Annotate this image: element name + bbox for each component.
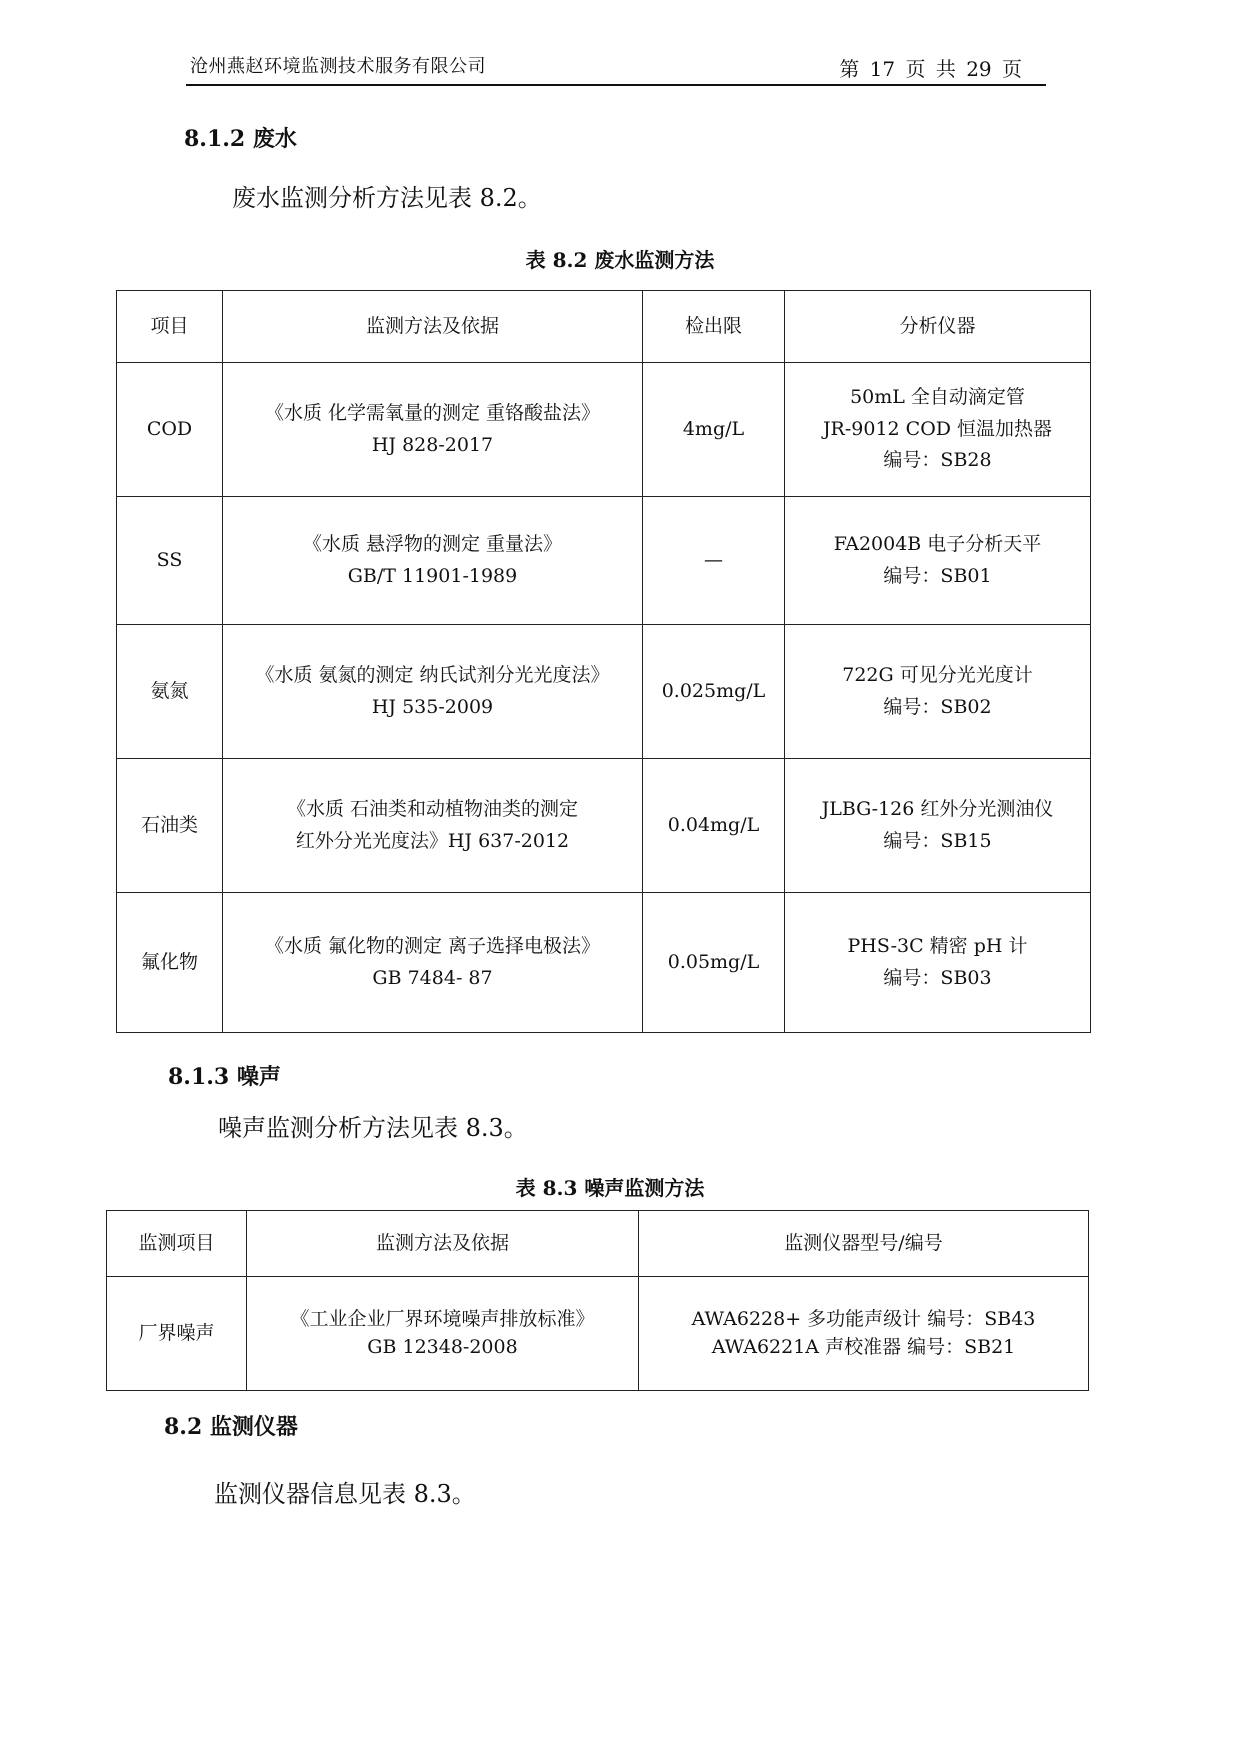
table-8-3-caption: 表 8.3 噪声监测方法 <box>515 1176 705 1200</box>
table-row <box>107 1277 1089 1391</box>
column-header: 分析仪器 <box>785 291 1091 363</box>
table-row <box>117 759 1091 893</box>
table-8-3 <box>106 1210 1089 1391</box>
item-cell: 氟化物 <box>117 893 223 1033</box>
section-text-8-2: 监测仪器信息见表 8.3。 <box>214 1480 476 1508</box>
limit-cell: — <box>643 497 785 625</box>
section-heading-8-1-3: 8.1.3 噪声 <box>168 1064 281 1090</box>
item-cell: SS <box>117 497 223 625</box>
method-cell: 《水质 氨氮的测定 纳氏试剂分光光度法》 HJ 535-2009 <box>223 625 643 759</box>
method-cell: 《水质 悬浮物的测定 重量法》 GB/T 11901-1989 <box>223 497 643 625</box>
column-header: 监测仪器型号/编号 <box>639 1211 1089 1277</box>
item-cell: COD <box>117 363 223 497</box>
table-header-row <box>117 291 1091 363</box>
page-number: 第 17 页 共 29 页 <box>839 57 1022 81</box>
instrument-cell: FA2004B 电子分析天平 编号：SB01 <box>785 497 1091 625</box>
section-text-8-1-3: 噪声监测分析方法见表 8.3。 <box>218 1114 528 1142</box>
section-heading-8-1-2: 8.1.2 废水 <box>184 126 297 152</box>
column-header: 检出限 <box>643 291 785 363</box>
column-header: 监测方法及依据 <box>247 1211 639 1277</box>
table-row <box>117 893 1091 1033</box>
instrument-cell: JLBG-126 红外分光测油仪 编号：SB15 <box>785 759 1091 893</box>
item-cell: 厂界噪声 <box>107 1277 247 1391</box>
table-row <box>117 363 1091 497</box>
method-cell: 《水质 氟化物的测定 离子选择电极法》 GB 7484- 87 <box>223 893 643 1033</box>
column-header: 监测项目 <box>107 1211 247 1277</box>
limit-cell: 4mg/L <box>643 363 785 497</box>
item-cell: 石油类 <box>117 759 223 893</box>
table-header-row <box>107 1211 1089 1277</box>
instrument-cell: 50mL 全自动滴定管 JR-9012 COD 恒温加热器 编号：SB28 <box>785 363 1091 497</box>
instrument-cell: 722G 可见分光光度计 编号：SB02 <box>785 625 1091 759</box>
table-row <box>117 625 1091 759</box>
company-name: 沧州燕赵环境监测技术服务有限公司 <box>190 56 486 77</box>
table-8-2 <box>116 290 1091 1033</box>
item-cell: 氨氮 <box>117 625 223 759</box>
column-header: 项目 <box>117 291 223 363</box>
column-header: 监测方法及依据 <box>223 291 643 363</box>
limit-cell: 0.025mg/L <box>643 625 785 759</box>
limit-cell: 0.05mg/L <box>643 893 785 1033</box>
section-text-8-1-2: 废水监测分析方法见表 8.2。 <box>232 184 542 212</box>
instrument-cell: AWA6228+ 多功能声级计 编号：SB43 AWA6221A 声校准器 编号：SB21 <box>639 1277 1089 1391</box>
page-header <box>186 52 1046 86</box>
method-cell: 《水质 石油类和动植物油类的测定 红外分光光度法》HJ 637-2012 <box>223 759 643 893</box>
instrument-cell: PHS-3C 精密 pH 计 编号：SB03 <box>785 893 1091 1033</box>
method-cell: 《水质 化学需氧量的测定 重铬酸盐法》 HJ 828-2017 <box>223 363 643 497</box>
limit-cell: 0.04mg/L <box>643 759 785 893</box>
section-heading-8-2: 8.2 监测仪器 <box>164 1414 298 1440</box>
method-cell: 《工业企业厂界环境噪声排放标准》 GB 12348-2008 <box>247 1277 639 1391</box>
table-row <box>117 497 1091 625</box>
table-8-2-caption: 表 8.2 废水监测方法 <box>525 248 715 272</box>
